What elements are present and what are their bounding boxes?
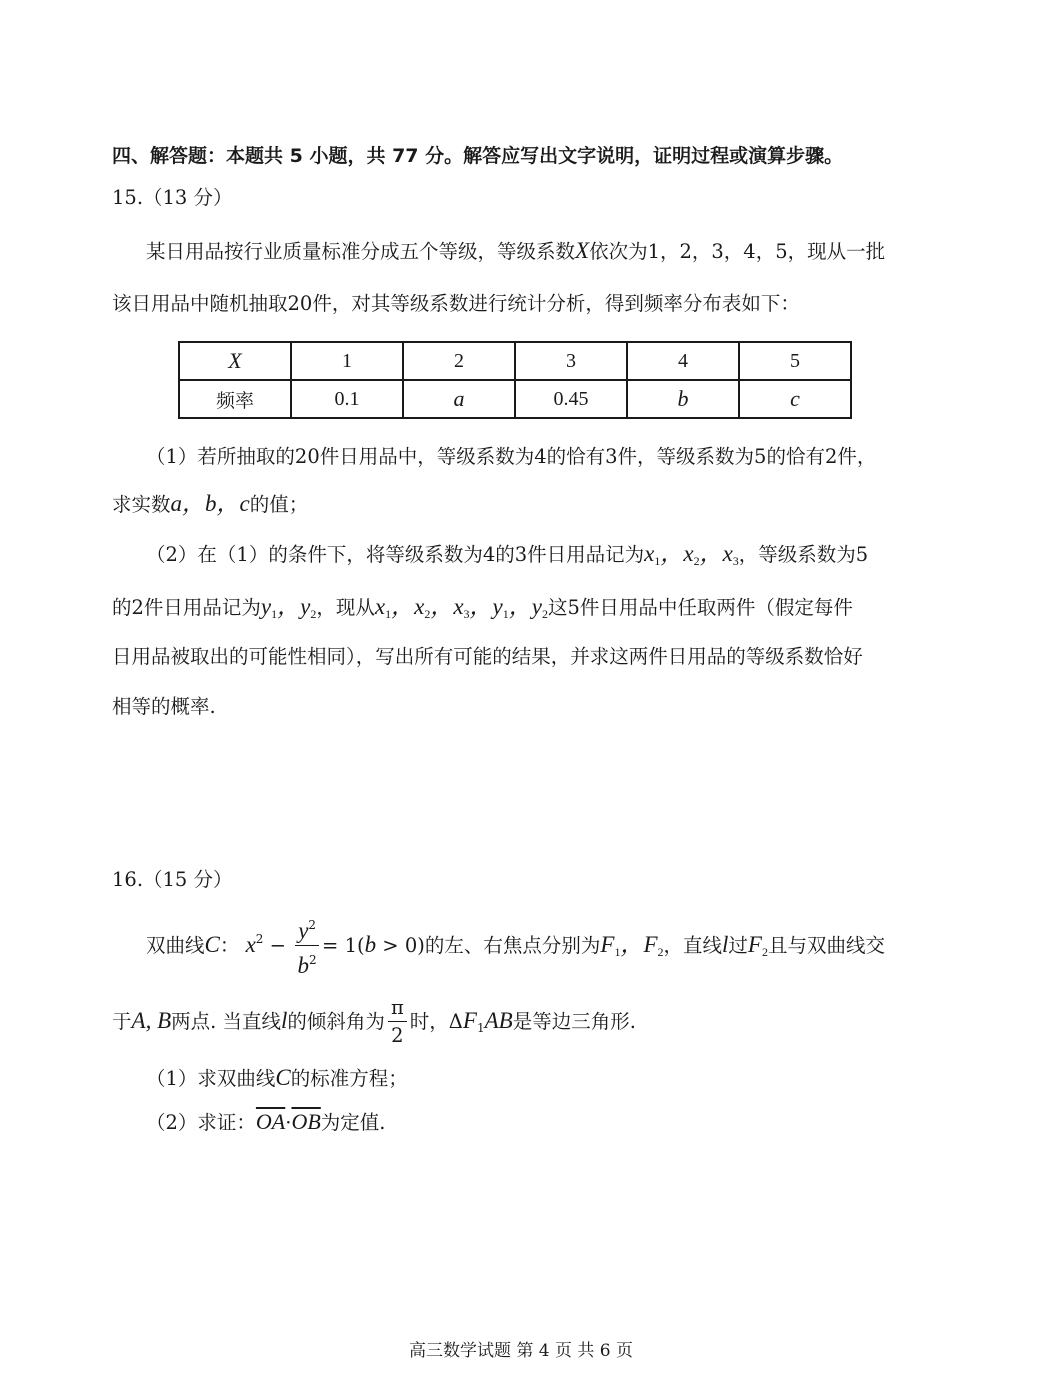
points-ab: A, B	[131, 1008, 172, 1033]
q15-number: 15.（13 分）	[112, 186, 233, 209]
hyperbola-equation: $x^2$ − $\frac{y^2}{b^2}$ = 1(b > 0)	[246, 934, 425, 957]
foci: $F_1$，$F_2$	[600, 932, 664, 959]
table-cell: 1	[291, 342, 403, 380]
angle-fraction	[388, 995, 407, 1050]
vars-all: $x_1$，$x_2$，$x_3$，$y_1$，$y_2$	[374, 594, 548, 621]
table-cell: c	[739, 380, 851, 418]
table-cell: 4	[627, 342, 739, 380]
q15-part2-text-d: ，现从	[316, 596, 375, 619]
q15-part2-text-a: （2）在（1）的条件下，将等级系数为4的3件日用品记为	[146, 543, 645, 566]
q16-line2	[112, 990, 636, 1059]
vars-y12: $y_1$，$y_2$	[260, 594, 317, 621]
q15-part2-text-b: ，等级系数为5	[738, 543, 869, 566]
frequency-table	[178, 341, 852, 419]
table-cell: 0.1	[291, 380, 403, 418]
curve-c: C	[204, 932, 220, 957]
table-cell: 频率	[179, 380, 291, 418]
page-footer: 高三数学试题 第 4 页 共 6 页	[408, 1341, 634, 1361]
q15-part1-text-b: 的值；	[249, 493, 309, 516]
q15-part2-text-e: 这5件日用品中任取两件（假定每件	[547, 596, 853, 619]
q16-text-i: 的倾斜角为	[287, 1010, 385, 1033]
table-row-header	[179, 342, 851, 380]
q15-intro-text-b: 依次为1，2，3，4，5，现从一批	[589, 240, 886, 263]
q16-text-h: 两点. 当直线	[171, 1010, 282, 1033]
q16-text-e: 过	[728, 934, 748, 957]
q16-part2	[146, 1108, 385, 1137]
line-l-2: l	[281, 1008, 288, 1033]
q16-text-c: 的左、右焦点分别为	[424, 934, 601, 957]
q15-part1-text-a: 求实数	[112, 493, 171, 516]
vector-product: $\overline{OA}\cdot\overline{OB}$	[255, 1109, 321, 1134]
q15-intro-text-a: 某日用品按行业质量标准分成五个等级，等级系数	[146, 240, 576, 263]
vars-abc: a，b，c	[170, 491, 250, 516]
vars-x123: $x_1$，$x_2$，$x_3$	[644, 541, 739, 568]
focus-f2: $F_2$	[747, 932, 768, 959]
q16-line1	[146, 908, 885, 983]
q15-part2-line4: 相等的概率.	[112, 695, 216, 718]
q16-part1-text-b: 的标准方程；	[290, 1067, 408, 1090]
table-cell: 2	[403, 342, 515, 380]
q16-text-a: 双曲线	[146, 934, 205, 957]
line-l: l	[722, 932, 729, 957]
q15-intro-line2: 该日用品中随机抽取20件，对其等级系数进行统计分析，得到频率分布表如下：	[112, 292, 800, 315]
q16-part2-text-a: （2）求证：	[146, 1111, 256, 1134]
q16-text-d: ，直线	[663, 934, 723, 957]
q16-part2-text-b: 为定值.	[320, 1111, 386, 1134]
q15-part2-text-c: 的2件日用品记为	[112, 596, 261, 619]
q15-part2-line3: 日用品被取出的可能性相同），写出所有可能的结果，并求这两件日用品的等级系数恰好	[112, 645, 863, 668]
table-cell: a	[403, 380, 515, 418]
q16-text-k: 是等边三角形.	[512, 1010, 636, 1033]
q16-text-b: ：	[219, 934, 240, 957]
table-cell: 5	[739, 342, 851, 380]
fraction-numerator: π	[388, 995, 407, 1022]
fraction-denominator: 2	[391, 1024, 404, 1047]
table-cell: 0.45	[515, 380, 627, 418]
q16-text-j: 时，	[409, 1010, 449, 1033]
q15-part2-line1	[146, 540, 868, 575]
triangle: $\Delta F_1AB$	[448, 1008, 513, 1035]
table-cell: X	[179, 342, 291, 380]
section-header: 四、解答题：本题共 5 小题，共 77 分。解答应写出文字说明，证明过程或演算步骤。	[112, 145, 844, 167]
table-cell: b	[627, 380, 739, 418]
table-row-frequency	[179, 380, 851, 418]
q16-number: 16.（15 分）	[112, 868, 233, 891]
q15-intro-line1	[146, 237, 885, 266]
q16-text-g: 于	[112, 1010, 132, 1033]
q15-part2-line2	[112, 593, 853, 628]
q15-part1-line1: （1）若所抽取的20件日用品中，等级系数为4的恰有3件，等级系数为5的恰有2件，	[146, 445, 877, 468]
q16-part1	[146, 1064, 408, 1093]
table-cell: 3	[515, 342, 627, 380]
q15-part1-line2	[112, 490, 308, 519]
curve-c-2: C	[275, 1065, 291, 1090]
q16-part1-text-a: （1）求双曲线	[146, 1067, 276, 1090]
var-x: X	[575, 238, 590, 263]
q16-text-f: 且与双曲线交	[767, 934, 885, 957]
